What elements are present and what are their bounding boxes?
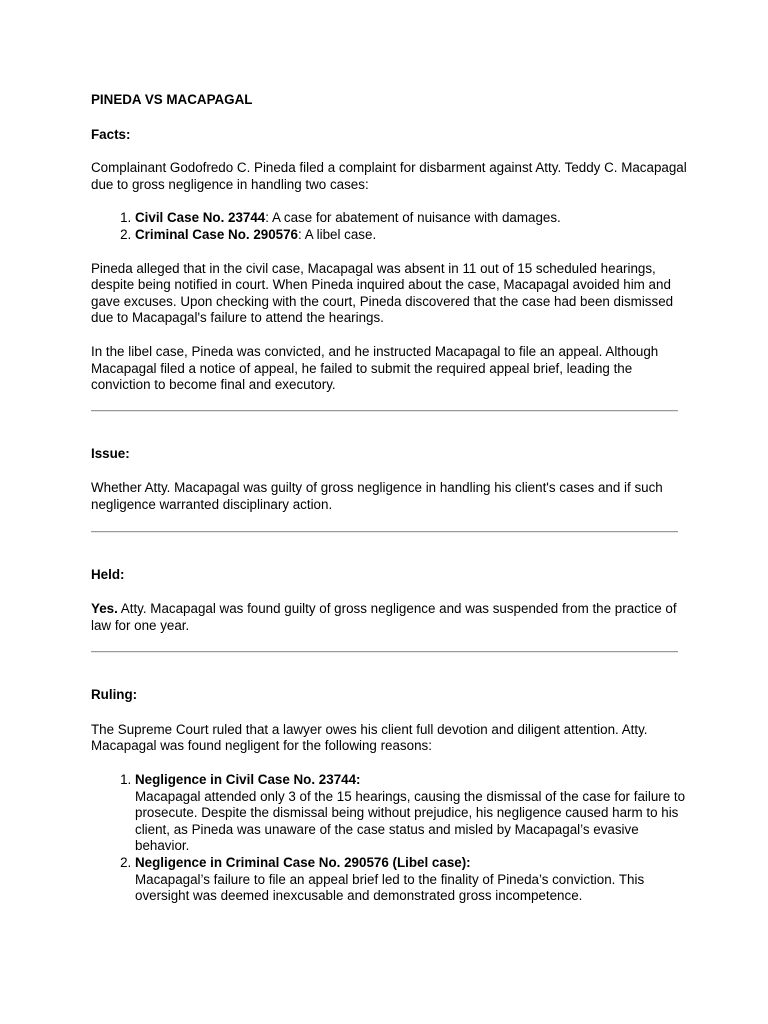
ruling-heading: Ruling: [91,687,138,703]
list-item [135,227,691,244]
reason-text: Macapagal attended only 3 of the 15 hearings, causing the dismissal of the case for failure to prosecute. Despite the dismissal being without prejudice, his negligence caused harm to his client, as Pineda was unaware of the case status and misled by Macapagal’s evasive behavior. [135,788,686,854]
list-item [135,772,691,855]
issue-text: Whether Atty. Macapagal was guilty of gross negligence in handling his client's cases and if such negligence warranted disciplinary action. [91,480,663,512]
held-body: Atty. Macapagal was found guilty of gross negligence and was suspended from the practice of law for one year. [91,601,677,633]
section-divider [91,531,678,533]
section-divider [91,651,678,653]
held-text [91,601,691,634]
facts-heading: Facts: [91,126,131,142]
case-text: : A libel case. [298,226,377,242]
case-label: Criminal Case No. 290576 [135,226,299,242]
ruling-intro: The Supreme Court ruled that a lawyer owes his client full devotion and diligent attention. Atty. Macapagal was found negligent for the following reasons: [91,721,648,754]
section-divider [91,410,678,412]
case-label: Civil Case No. 23744 [135,210,266,226]
facts-paragraph-libel: In the libel case, Pineda was convicted, and he instructed Macapagal to file an appeal. Although Macapagal filed a notice of appeal, he failed to submit the required appeal brief, leading the conviction to become final and executory. [91,343,659,393]
list-item [135,210,691,227]
reason-label: Negligence in Civil Case No. 23744: [135,772,361,788]
held-lead: Yes. [91,601,118,617]
reason-label: Negligence in Criminal Case No. 290576 (Libel case): [135,855,471,871]
list-item [135,855,691,905]
case-text: : A case for abatement of nuisance with damages. [265,210,561,226]
document-title: PINEDA VS MACAPAGAL [91,92,253,107]
facts-case-list [91,210,691,243]
facts-paragraph-civil: Pineda alleged that in the civil case, Macapagal was absent in 11 out of 15 scheduled hearings, despite being notified in court. When Pineda inquired about the case, Macapagal avoided him and gave excuses. Upon checking with the court, Pineda discovered that the case had been dismissed due to Macapagal's failure to attend the hearings. [91,260,674,326]
reason-text: Macapagal’s failure to file an appeal brief led to the finality of Pineda’s conviction. This oversight was deemed inexcusable and demonstrated gross incompetence. [135,871,645,904]
document-page [91,92,691,905]
issue-heading: Issue: [91,445,130,461]
held-heading: Held: [91,566,125,582]
facts-intro: Complainant Godofredo C. Pineda filed a complaint for disbarment against Atty. Teddy C. Macapagal due to gross negligence in handling two cases: [91,160,687,192]
ruling-reason-list [91,772,691,905]
